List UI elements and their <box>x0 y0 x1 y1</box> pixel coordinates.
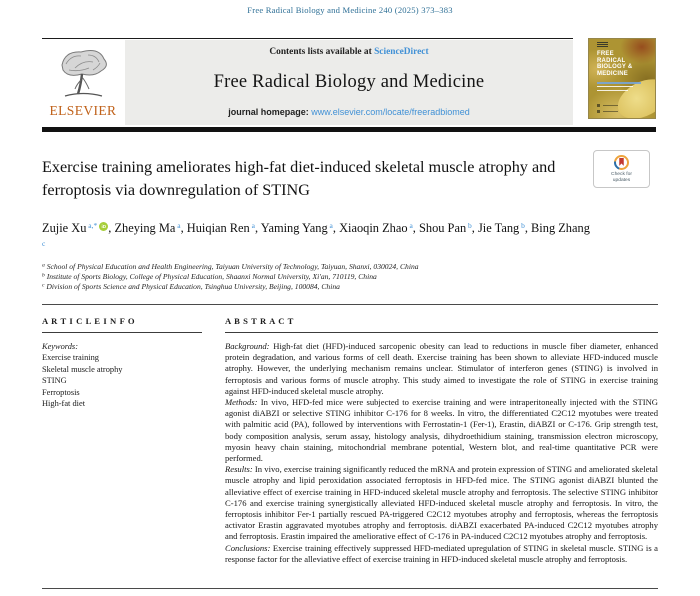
author-separator: , <box>471 221 478 235</box>
author-affiliation-ref[interactable]: a <box>407 221 413 230</box>
author-separator: , <box>254 221 261 235</box>
author-separator: , <box>180 221 187 235</box>
contents-line-text: Contents lists available at <box>269 47 375 57</box>
author-affiliation-ref[interactable]: a,* <box>86 221 98 230</box>
crossmark-icon <box>614 155 629 170</box>
check-for-updates-badge[interactable] <box>593 150 650 188</box>
author: Bing Zhang $^c$ <box>42 221 590 248</box>
journal-header <box>42 38 656 132</box>
bookmark-icon <box>619 158 624 166</box>
cover-title-line: BIOLOGY & <box>597 64 633 70</box>
header-bottom-bar <box>42 127 656 132</box>
journal-cover-thumbnail[interactable] <box>588 38 656 119</box>
article-title: Exercise training ameliorates high-fat diet-induced skeletal muscle atrophy and ferroptosis via downregulation of STING <box>42 158 556 199</box>
abstract-paragraph-label: Conclusions: <box>225 542 271 553</box>
author-separator: , <box>412 221 419 235</box>
author: Yaming Yang $^a$ <box>260 221 333 235</box>
abstract-paragraph-label: Results: <box>225 464 253 475</box>
cover-title-line: RADICAL <box>597 57 626 64</box>
author-affiliation-ref[interactable]: b <box>466 221 472 230</box>
journal-citation: Free Radical Biology and Medicine 240 (2025) 373–383 <box>247 5 453 15</box>
elsevier-wordmark: ELSEVIER <box>49 103 117 118</box>
author: Huiqian Ren $^a$ <box>186 221 255 235</box>
sciencedirect-link[interactable]: ScienceDirect <box>374 47 429 57</box>
affiliation: $^c$ Division of Sports Science and Physical Education, Tsinghua University, Beijing, 100084, China <box>42 282 340 292</box>
abstract-rule <box>225 332 658 333</box>
cover-title-line: MEDICINE <box>597 70 628 77</box>
authors-line <box>42 219 590 255</box>
cover-title-line: FREE <box>597 51 614 57</box>
divider-rule <box>42 304 658 305</box>
header-top-rule <box>42 38 573 39</box>
author-affiliation-ref[interactable]: a <box>249 221 255 230</box>
author-affiliation-ref[interactable]: b <box>519 221 525 230</box>
article-info-section <box>42 316 202 409</box>
keyword: High-fat diet <box>42 399 86 409</box>
cover-publisher-mark <box>597 42 608 47</box>
orcid-icon[interactable]: iD <box>99 222 108 231</box>
author-affiliation-ref[interactable]: a <box>327 221 333 230</box>
author-affiliation-ref[interactable]: a <box>175 221 181 230</box>
author-separator: , <box>524 221 532 235</box>
abstract-paragraph: Background: High-fat diet (HFD)-induced sarcopenic obesity can lead to reductions in muscle fiber diameter, enhanced protein degradation, and various forms of cell death. Exercise training has been shown to alleviate HFD-induced muscle atrophy. However, the underlying mechanism remains unclear. Stimulator of interferon genes (STING) is involved in ferroptosis and various forms of muscle atrophy. This study aimed to investigate the role of STING in exercise training against HFD-induced skeletal muscle atrophy. <box>225 341 658 396</box>
abstract-paragraph: Conclusions: Exercise training effectively suppressed HFD-mediated upregulation of STING in skeletal muscle. STING is a response factor for the alleviative effect of exercise training in HFD-induced skeletal muscle atrophy and ferroptosis. <box>225 542 658 564</box>
abstract-section <box>225 316 658 565</box>
affiliation: $^a$ School of Physical Education and Health Engineering, Taiyuan University of Technology, Taiyuan, Shanxi, 030024, China <box>42 262 419 271</box>
abstract-paragraph-label: Methods: <box>225 397 258 408</box>
author: Zujie Xu $^{a,*}$ iD <box>42 221 108 235</box>
author: Xiaoqin Zhao $^a$ <box>339 221 413 235</box>
abstract-paragraph: Results: In vivo, exercise training significantly reduced the mRNA and protein expression of STING and ameliorated skeletal muscle atrophy and lipid peroxidation associated ferroptosis in HFD-fed mice. The STING agonist diABZI blunted the alleviative effect of exercise training in HFD-induced skeletal muscle atrophy and ferroptosis. The selective STING inhibitor C-176 and exercise training synergistically alleviated HFD-induced skeletal muscle atrophy and ferroptosis. In vitro, the ferroptosis inhibitor Fer-1 partially rescued PA-triggered C2C12 myotubes atrophy and ferroptosis, whereas the ferroptosis activator Erastin aggravated myotubes atrophy and ferroptosis. diABZI exacerbated PA-induced C2C12 myotubes atrophy and ferroptosis. Erastin impaired the ameliorative effect of C-176 in PA-induced C2C12 myotubes atrophy and ferroptosis. <box>225 464 658 542</box>
cover-footer-logos <box>597 102 618 113</box>
affiliations-list <box>42 262 658 293</box>
cover-swoosh-decoration <box>611 71 656 119</box>
homepage-label: journal homepage: <box>228 107 312 117</box>
cover-title <box>597 51 632 77</box>
cover-text-lines <box>597 82 649 93</box>
author: Jie Tang $^b$ <box>477 221 525 235</box>
keywords-list <box>42 352 202 409</box>
affiliation: $^b$ Institute of Sports Biology, College of Physical Education, Shaanxi Normal University, Xi'an, 710119, China <box>42 272 377 282</box>
author-affiliation-ref[interactable]: c <box>42 239 46 248</box>
footer-rule <box>42 588 658 589</box>
contents-line <box>269 47 428 57</box>
article-info-rule <box>42 332 202 333</box>
keyword: Exercise training <box>42 353 99 363</box>
check-badge-label: Check for updates <box>611 171 632 183</box>
abstract-body <box>225 341 658 565</box>
author: Zheying Ma $^a$ <box>114 221 181 235</box>
abstract-paragraph: Methods: In vivo, HFD-fed mice were subjected to exercise training and were intraperitoneally injected with the STING agonist diABZI or selective STING inhibitor C-176 for 8 weeks. In vitro, the differentiated C2C12 myotubes were treated with palmitic acid (PA), followed by interventions with Ferrostatin-1 (Fer-1), Erastin, diABZI or C-176. Grip strength test, body composition analysis, serum assay, histology analysis, dihydroethidium staining, transmission electron microscopy, myosin heavy chain staining, mitochondrial membrane potential, Western blot, and real-time quantitative PCR were performed. <box>225 397 658 464</box>
article-info-heading: A R T I C L E I N F O <box>42 316 136 326</box>
author: Shou Pan $^b$ <box>418 221 472 235</box>
keywords-label: Keywords: <box>42 342 78 351</box>
homepage-link[interactable]: www.elsevier.com/locate/freeradbiomed <box>311 107 470 117</box>
elsevier-logo[interactable] <box>42 44 124 119</box>
author-separator: , <box>332 221 340 235</box>
journal-title: Free Radical Biology and Medicine <box>213 71 485 92</box>
journal-banner <box>125 40 573 125</box>
abstract-heading: A B S T R A C T <box>225 316 294 326</box>
keyword: Skeletal muscle atrophy <box>42 364 123 374</box>
keyword: STING <box>42 376 67 386</box>
keyword: Ferroptosis <box>42 387 80 397</box>
abstract-paragraph-label: Background: <box>225 341 270 351</box>
author-separator: , <box>108 221 115 235</box>
homepage-line <box>228 107 470 117</box>
elsevier-tree-icon <box>55 44 111 102</box>
